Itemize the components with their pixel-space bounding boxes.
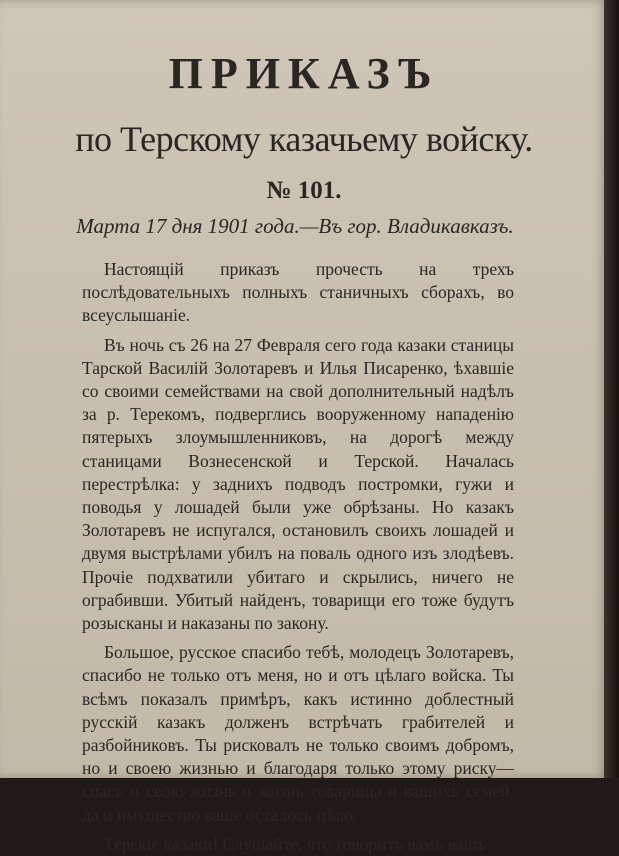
paragraph: Большое, русское спасибо тебѣ, молодецъ Золотаревъ, спасибо не только отъ меня, но и отъ цѣлаго войска. Ты всѣмъ показалъ примѣръ, какъ истинно доблестный русскій казакъ долженъ встрѣчать грабителей и разбойниковъ. Ты рисковалъ не только своимъ добромъ, но и своею жизнью и благодаря только этому риску—спасъ и свою жизнь и жизнь товарища и вашихъ семей, да и имущество ваше осталось цѣло. (82, 642, 514, 825)
order-number: № 101. (266, 177, 342, 204)
dateline: Марта 17 дня 1901 года.—Въ гор. Владикавказъ. (76, 214, 514, 238)
paragraph: Настоящій приказъ прочесть на трехъ послѣдовательныхъ полныхъ станичныхъ сборахъ, во всеуслышаніе. (82, 259, 514, 326)
paragraph: Въ ночь съ 26 на 27 Февраля сего года казаки станицы Тарской Василій Золотаревъ и Илья Писаренко, ѣхавшіе со своими семействами на свой дополнительный надѣлъ за р. Терекомъ, подверглись вооруженному нападенію пятерыхъ злоумышленниковъ, на дорогѣ между станицами Вознесенской и Терской. Началась перестрѣлка: у заднихъ подводъ постромки, гужи и поводья у лошадей были уже обрѣзаны. Но казакъ Золотаревъ не испугался, остановилъ своихъ лошадей и двумя выстрѣлами убилъ на поваль одного изъ злодѣевъ. Прочіе подхватили убитаго и скрылись, ничего не ограбивши. Убитый найденъ, товарищи его тоже будутъ розысканы и наказаны по закону. (82, 334, 514, 634)
document-subtitle: по Терскому казачьему войску. (75, 119, 533, 159)
order-body (82, 258, 514, 856)
document-title: ПРИКАЗЪ (168, 49, 440, 98)
paragraph: Терскіе казаки! Слушайте, что говоритъ вамъ вашъ (104, 833, 487, 854)
book-spine-shadow (604, 0, 619, 778)
